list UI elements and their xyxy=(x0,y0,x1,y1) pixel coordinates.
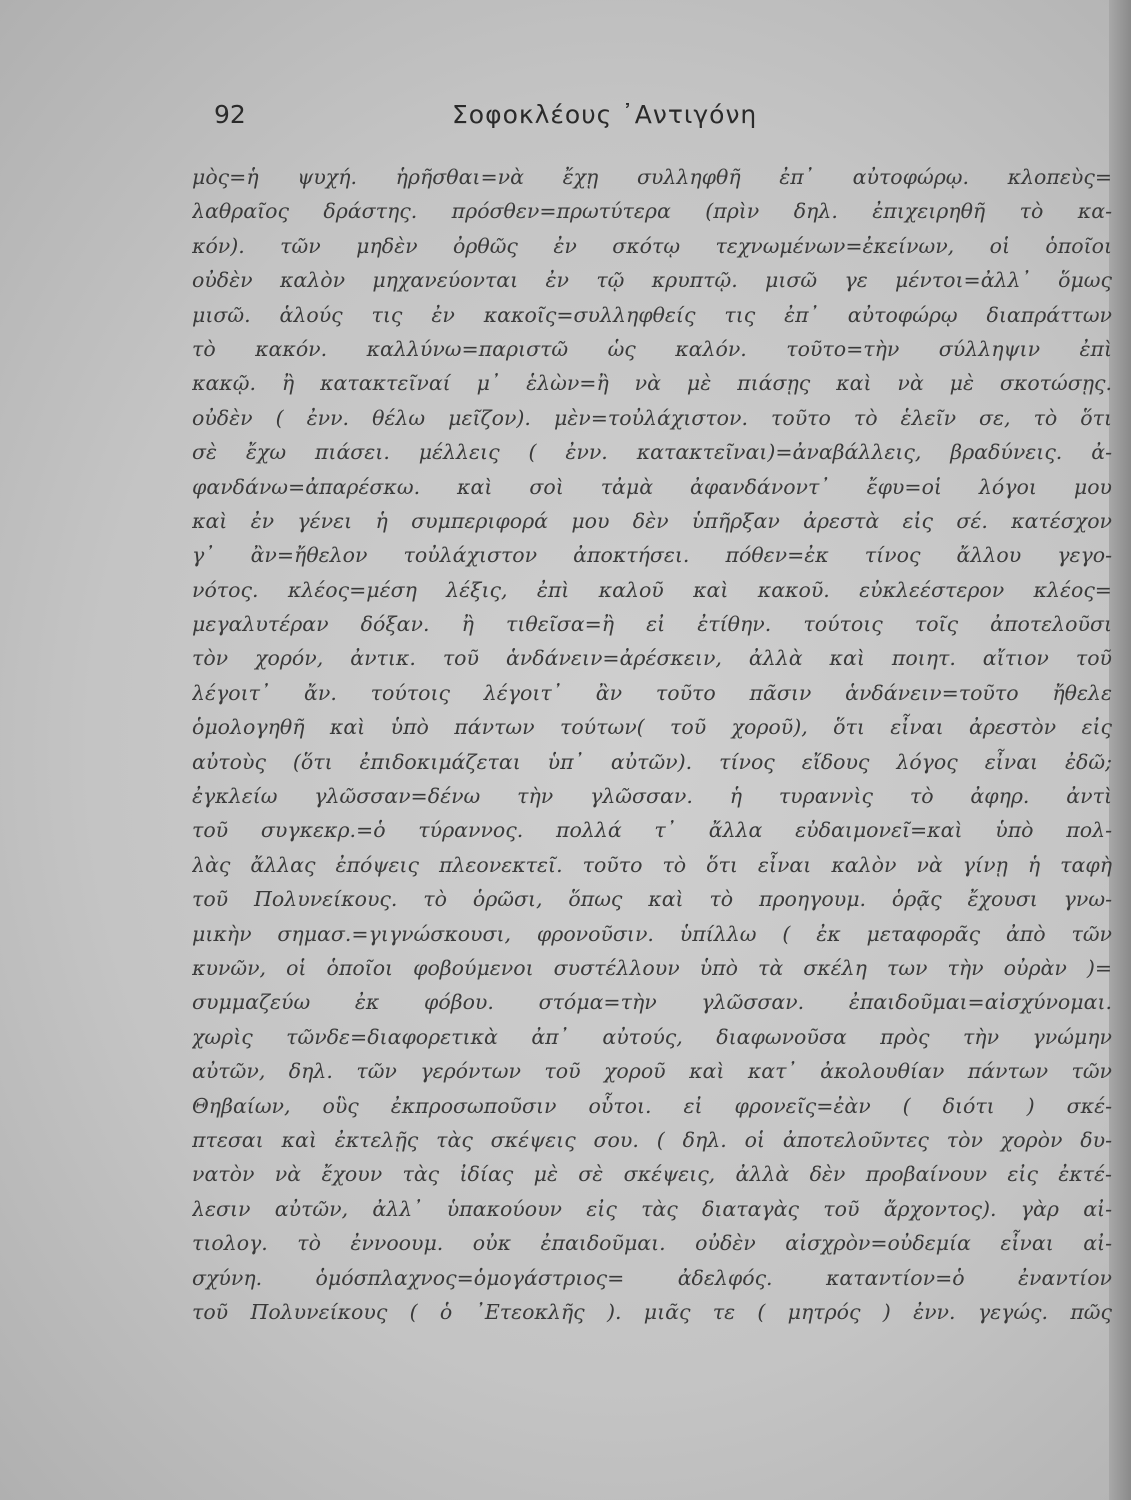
text-line: μισῶ. ἁλούς τις ἐν κακοῖς=συλληφθείς τις ἐπ᾿ αὐτοφώρῳ διαπράττων xyxy=(192,302,1112,327)
commentary-text xyxy=(192,160,1112,1329)
text-line: τὸ κακόν. καλλύνω=παριστῶ ὡς καλόν. τοῦτο=τὴν σύλληψιν ἐπὶ xyxy=(192,336,1112,361)
text-line: κόν). τῶν μηδὲν ὀρθῶς ἐν σκότῳ τεχνωμένων=ἐκείνων, οἱ ὁποῖοι xyxy=(192,233,1112,258)
text-line: νατὸν νὰ ἔχουν τὰς ἰδίας μὲ σὲ σκέψεις, ἀλλὰ δὲν προβαίνουν εἰς ἐκτέ- xyxy=(192,1162,1112,1187)
text-line: αὐτῶν, δηλ. τῶν γερόντων τοῦ χοροῦ καὶ κατ᾿ ἀκολουθίαν πάντων τῶν xyxy=(192,1059,1112,1084)
text-line: κακῷ. ἢ κατακτεῖναί μ᾿ ἑλὼν=ἢ νὰ μὲ πιάσῃς καὶ νὰ μὲ σκοτώσῃς. xyxy=(192,371,1112,396)
text-line: ἐγκλείω γλῶσσαν=δένω τὴν γλῶσσαν. ἡ τυραννὶς τὸ ἀφηρ. ἀντὶ xyxy=(192,784,1112,809)
text-line: τιολογ. τὸ ἐννοουμ. οὐκ ἐπαιδοῦμαι. οὐδὲν αἰσχρὸν=οὐδεμία εἶναι αἰ- xyxy=(192,1231,1112,1256)
text-line: ὁμολογηθῆ καὶ ὑπὸ πάντων τούτων( τοῦ χοροῦ), ὅτι εἶναι ἀρεστὸν εἰς xyxy=(192,715,1112,740)
text-line: κυνῶν, οἱ ὁποῖοι φοβούμενοι συστέλλουν ὑπὸ τὰ σκέλη των τὴν οὐρὰν )= xyxy=(192,955,1112,980)
text-line: συμμαζεύω ἐκ φόβου. στόμα=τὴν γλῶσσαν. ἐπαιδοῦμαι=αἰσχύνομαι. xyxy=(192,990,1112,1015)
text-line: αὐτοὺς (ὅτι ἐπιδοκιμάζεται ὑπ᾿ αὐτῶν). τίνος εἴδους λόγος εἶναι ἐδῶ; xyxy=(192,749,1112,774)
text-line: Θηβαίων, οὓς ἐκπροσωποῦσιν οὗτοι. εἰ φρονεῖς=ἐὰν ( διότι ) σκέ- xyxy=(192,1093,1112,1118)
text-line: τοῦ Πολυνείκους ( ὁ ᾿Ετεοκλῆς ). μιᾶς τε ( μητρός ) ἐνν. γεγώς. πῶς xyxy=(192,1299,1112,1324)
text-line: μικὴν σημασ.=γιγνώσκουσι, φρονοῦσιν. ὑπίλλω ( ἐκ μεταφορᾶς ἀπὸ τῶν xyxy=(192,921,1112,946)
text-line: πτεσαι καὶ ἐκτελῇς τὰς σκέψεις σου. ( δηλ. οἱ ἀποτελοῦντες τὸν χορὸν δυ- xyxy=(192,1127,1112,1152)
text-line: λαθραῖος δράστης. πρόσθεν=πρωτύτερα (πρὶν δηλ. ἐπιχειρηθῆ τὸ κα- xyxy=(192,199,1112,224)
text-line: λὰς ἄλλας ἐπόψεις πλεονεκτεῖ. τοῦτο τὸ ὅτι εἶναι καλὸν νὰ γίνῃ ἡ ταφὴ xyxy=(192,852,1112,877)
text-line: τοῦ συγκεκρ.=ὁ τύραννος. πολλά τ᾿ ἄλλα εὐδαιμονεῖ=καὶ ὑπὸ πολ- xyxy=(192,818,1112,843)
text-line: χωρὶς τῶνδε=διαφορετικὰ ἀπ᾿ αὐτούς, διαφωνοῦσα πρὸς τὴν γνώμην xyxy=(192,1024,1112,1049)
text-line: νότος. κλέος=μέση λέξις, ἐπὶ καλοῦ καὶ κακοῦ. εὐκλεέστερον κλέος= xyxy=(192,577,1112,602)
running-title: Σοφοκλέους ᾿Αντιγόνη xyxy=(452,100,758,129)
text-line: τὸν χορόν, ἀντικ. τοῦ ἁνδάνειν=ἀρέσκειν, ἀλλὰ καὶ ποιητ. αἴτιον τοῦ xyxy=(192,646,1112,671)
text-line: καὶ ἐν γένει ἡ συμπεριφορά μου δὲν ὑπῆρξαν ἀρεστὰ εἰς σέ. κατέσχον xyxy=(192,508,1112,533)
text-line: φανδάνω=ἀπαρέσκω. καὶ σοὶ τἀμὰ ἀφανδάνοντ᾿ ἔφυ=οἱ λόγοι μου xyxy=(192,474,1112,499)
text-line: γ᾿ ἂν=ἤθελον τοὐλάχιστον ἀποκτήσει. πόθεν=ἐκ τίνος ἄλλου γεγο- xyxy=(192,543,1112,568)
text-line: λεσιν αὐτῶν, ἀλλ᾿ ὑπακούουν εἰς τὰς διαταγὰς τοῦ ἄρχοντος). γὰρ αἰ- xyxy=(192,1196,1112,1221)
text-line: οὐδὲν ( ἐνν. θέλω μεῖζον). μὲν=τοὐλάχιστον. τοῦτο τὸ ἑλεῖν σε, τὸ ὅτι xyxy=(192,405,1112,430)
text-line: μεγαλυτέραν δόξαν. ἢ τιθεῖσα=ἢ εἰ ἐτίθην. τούτοις τοῖς ἀποτελοῦσι xyxy=(192,612,1112,637)
text-line: οὐδὲν καλὸν μηχανεύονται ἐν τῷ κρυπτῷ. μισῶ γε μέντοι=ἀλλ᾿ ὅμως xyxy=(192,268,1112,293)
text-line: σχύνη. ὁμόσπλαχνος=ὁμογάστριος= ἀδελφός. καταντίον=ὁ ἐναντίον xyxy=(192,1265,1112,1290)
text-line: τοῦ Πολυνείκους. τὸ ὁρῶσι, ὅπως καὶ τὸ προηγουμ. ὁρᾷς ἔχουσι γνω- xyxy=(192,887,1112,912)
page-edge-shadow xyxy=(1109,0,1131,1500)
text-line: μὸς=ἡ ψυχή. ἡρῆσθαι=νὰ ἔχῃ συλληφθῆ ἐπ᾿ αὐτοφώρῳ. κλοπεὺς= xyxy=(192,165,1112,189)
text-line: σὲ ἔχω πιάσει. μέλλεις ( ἐνν. κατακτεῖναι)=ἀναβάλλεις, βραδύνεις. ἀ- xyxy=(192,440,1112,465)
page-number: 92 xyxy=(214,100,246,129)
text-line: λέγοιτ᾿ ἄν. τούτοις λέγοιτ᾿ ἂν τοῦτο πᾶσιν ἁνδάνειν=τοῦτο ἤθελε xyxy=(192,680,1112,705)
